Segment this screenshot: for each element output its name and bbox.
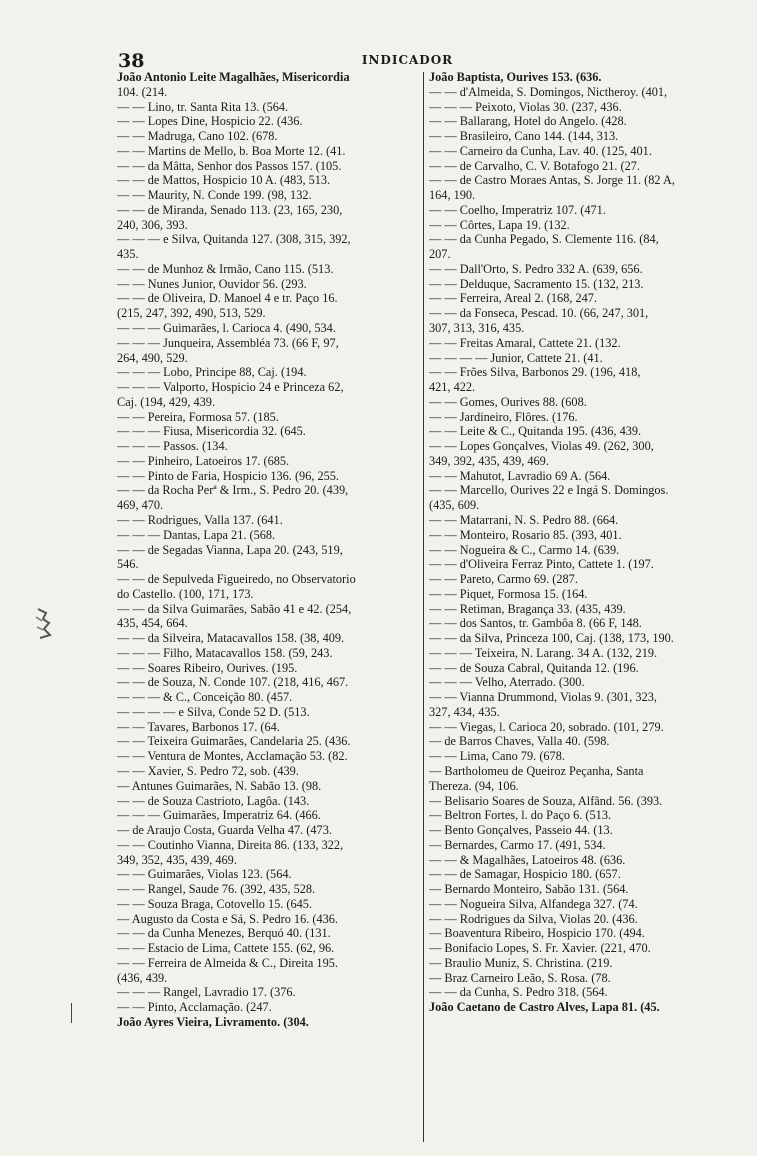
directory-entry-line: — — — Fiusa, Misericordia 32. (645. [117, 424, 306, 439]
directory-entry-line: — — — Guimarães, Imperatriz 64. (466. [117, 808, 321, 823]
directory-entry-line: — — Mahutot, Lavradio 69 A. (564. [429, 468, 611, 483]
directory-entry-line: — — Teixeira Guimarães, Candelaria 25. (436. [117, 734, 351, 749]
directory-entry-line: 421, 422. [429, 380, 476, 395]
directory-entry-line: — — Gomes, Ourives 88. (608. [429, 394, 587, 409]
directory-entry-line: — — — Guimarães, l. Carioca 4. (490, 534. [117, 321, 336, 336]
directory-entry-line: (435, 609. [429, 498, 480, 513]
directory-entry-line: — Bento Gonçalves, Passeio 44. (13. [429, 823, 613, 838]
directory-entry-line: (215, 247, 392, 490, 513, 529. [117, 306, 266, 321]
column-divider [423, 72, 424, 1142]
directory-entry-line: 264, 490, 529. [117, 350, 188, 365]
directory-entry-line: — Beltron Fortes, l. do Paço 6. (513. [429, 808, 612, 823]
directory-entry-line: 104. (214. [117, 84, 168, 99]
directory-entry-line: — — da Fonseca, Pescad. 10. (66, 247, 301, [429, 306, 649, 321]
directory-entry-line: — — — Peixoto, Violas 30. (237, 436. [429, 99, 622, 114]
directory-entry-line: — de Araujo Costa, Guarda Velha 47. (473. [117, 823, 332, 838]
directory-entry-line: 349, 392, 435, 439, 469. [429, 453, 549, 468]
directory-entry-line: — Belisario Soares de Souza, Alfând. 56. (393. [429, 793, 663, 808]
directory-entry-line: — — da Mâtta, Senhor dos Passos 157. (105. [117, 158, 342, 173]
directory-entry-line: — Boaventura Ribeiro, Hospicio 170. (494. [429, 926, 645, 941]
directory-entry-line: 469, 470. [117, 498, 164, 513]
directory-entry-line: — — & Magalhães, Latoeiros 48. (636. [429, 852, 626, 867]
directory-entry-line: — — — e Silva, Quitanda 127. (308, 315, 392, [117, 232, 351, 247]
directory-entry-line: — — Lopes Gonçalves, Violas 49. (262, 300, [429, 439, 654, 454]
directory-entry-line: — — Rangel, Saude 76. (392, 435, 528. [117, 882, 316, 897]
directory-entry-line: — — Guimarães, Violas 123. (564. [117, 867, 292, 882]
directory-entry-line: — — Nunes Junior, Ouvidor 56. (293. [117, 276, 307, 291]
directory-entry-line: — — — & C., Conceição 80. (457. [117, 690, 293, 705]
directory-entry-line: do Castello. (100, 171, 173. [117, 586, 254, 601]
directory-entry-line: João Ayres Vieira, Livramento. (304. [117, 1015, 309, 1029]
directory-entry-line: — — dos Santos, tr. Gambôa 8. (66 F, 148. [429, 616, 642, 631]
directory-entry-line: Caj. (194, 429, 439. [117, 394, 216, 409]
directory-entry-line: — — de Segadas Vianna, Lapa 20. (243, 519, [117, 542, 343, 557]
directory-entry-line: — — d'Oliveira Ferraz Pinto, Cattete 1. (197. [429, 557, 654, 572]
directory-entry-line: — — — Rangel, Lavradio 17. (376. [117, 985, 296, 1000]
directory-entry-line: — — — — e Silva, Conde 52 D. (513. [117, 704, 310, 719]
directory-entry-line: (436, 439. [117, 970, 168, 985]
directory-entry-line: — — Jardineiro, Flôres. (176. [429, 409, 578, 424]
directory-entry-line: — — Coelho, Imperatriz 107. (471. [429, 202, 606, 217]
directory-entry-line: — — Ballarang, Hotel do Angelo. (428. [429, 114, 627, 129]
directory-entry-line: João Antonio Leite Magalhães, Misericordia [117, 70, 350, 84]
directory-entry-line: — — de Samagar, Hospicio 180. (657. [429, 867, 621, 882]
directory-entry-line: 435, 454, 664. [117, 616, 188, 631]
directory-entry-line: — — de Miranda, Senado 113. (23, 165, 230, [117, 202, 343, 217]
directory-entry-line: — — Tavares, Barbonos 17. (64. [117, 719, 280, 734]
directory-entry-line: — — — Passos. (134. [117, 439, 228, 454]
directory-entry-line: — — Martins de Mello, b. Boa Morte 12. (41. [117, 143, 346, 158]
directory-entry-line: — — — Velho, Aterrado. (300. [429, 675, 585, 690]
directory-entry-line: — — Xavier, S. Pedro 72, sob. (439. [117, 763, 299, 778]
directory-entry-line: — — Dall'Orto, S. Pedro 332 A. (639, 656. [429, 261, 643, 276]
directory-entry-line: — — Nogueira Silva, Alfandega 327. (74. [429, 896, 638, 911]
directory-entry-line: — — — Dantas, Lapa 21. (568. [117, 527, 276, 542]
directory-entry-line: — — Rodrigues, Valla 137. (641. [117, 512, 283, 527]
left-column [117, 70, 415, 1145]
directory-entry-line: — — Freitas Amaral, Cattete 21. (132. [429, 335, 621, 350]
directory-entry-line: — — — Junqueira, Assembléa 73. (66 F, 97, [117, 335, 339, 350]
directory-entry-line: — — Ferreira de Almeida & C., Direita 195. [117, 955, 338, 970]
directory-entry-line: — — Pereira, Formosa 57. (185. [117, 409, 279, 424]
directory-entry-line: — — de Sepulveda Figueiredo, no Observatorio [117, 572, 356, 587]
directory-entry-line: — — Pinheiro, Latoeiros 17. (685. [117, 453, 290, 468]
directory-entry-line: — — de Munhoz & Irmão, Cano 115. (513. [117, 261, 334, 276]
directory-entry-line: — — Lopes Dine, Hospicio 22. (436. [117, 114, 303, 129]
directory-entry-line: — — Pinto, Acclamação. (247. [117, 1000, 272, 1015]
directory-entry-line: — — Ventura de Montes, Acclamação 53. (82. [117, 749, 348, 764]
directory-entry-line: — — Frões Silva, Barbonos 29. (196, 418, [429, 365, 641, 380]
directory-entry-line: — Bonifacio Lopes, S. Fr. Xavier. (221, 470. [429, 941, 651, 956]
directory-entry-line: — Braulio Muniz, S. Christina. (219. [429, 955, 613, 970]
page-number: 38 [118, 50, 145, 72]
directory-entry-line: 207. [429, 247, 451, 262]
directory-entry-line: — — da Cunha Menezes, Berquó 40. (131. [117, 926, 331, 941]
directory-entry-line: — — Lima, Cano 79. (678. [429, 749, 565, 764]
directory-entry-line: — — Ferreira, Areal 2. (168, 247. [429, 291, 598, 306]
directory-entry-line: — — de Souza, N. Conde 107. (218, 416, 467. [117, 675, 349, 690]
directory-entry-line: — — da Silveira, Matacavallos 158. (38, 409. [117, 631, 345, 646]
directory-entry-line: — — Coutinho Vianna, Direita 86. (133, 322, [117, 837, 344, 852]
directory-entry-line: — Bernardo Monteiro, Sabão 131. (564. [429, 882, 629, 897]
directory-entry-line: — — Retiman, Bragança 33. (435, 439. [429, 601, 626, 616]
directory-entry-line: — — Monteiro, Rosario 85. (393, 401. [429, 527, 622, 542]
directory-entry-line: — Augusto da Costa e Sá, S. Pedro 16. (436. [117, 911, 338, 926]
right-column [429, 70, 727, 1145]
page-header [118, 50, 697, 72]
directory-entry-line: — Antunes Guimarães, N. Sabão 13. (98. [117, 778, 322, 793]
directory-entry-line: — Braz Carneiro Leão, S. Rosa. (78. [429, 970, 611, 985]
directory-entry-line: — — Madruga, Cano 102. (678. [117, 129, 278, 144]
directory-entry-line: — — Pinto de Faria, Hospicio 136. (96, 255. [117, 468, 340, 483]
directory-entry-line: 546. [117, 557, 139, 572]
directory-entry-line: — Bernardes, Carmo 17. (491, 534. [429, 837, 606, 852]
directory-entry-line: — — da Cunha, S. Pedro 318. (564. [429, 985, 608, 1000]
margin-tick-mark [71, 1003, 72, 1023]
directory-entry-line: — — da Silva, Princeza 100, Caj. (138, 173, 190. [429, 631, 674, 646]
directory-entry-line: Thereza. (94, 106. [429, 778, 519, 793]
directory-entry-line: — — de Mattos, Hospicio 10 A. (483, 513. [117, 173, 331, 188]
directory-entry-line: 307, 313, 316, 435. [429, 321, 525, 336]
directory-entry-line: — — Côrtes, Lapa 19. (132. [429, 217, 570, 232]
directory-entry-line: — — — Filho, Matacavallos 158. (59, 243. [117, 645, 333, 660]
directory-entry-line: — — Pareto, Carmo 69. (287. [429, 572, 578, 587]
directory-entry-line: — — Leite & C., Quitanda 195. (436, 439. [429, 424, 642, 439]
directory-entry-line: — — Viegas, l. Carioca 20, sobrado. (101, 279. [429, 719, 664, 734]
directory-entry-line: — — de Souza Cabral, Quitanda 12. (196. [429, 660, 639, 675]
directory-entry-line: — — Brasileiro, Cano 144. (144, 313. [429, 129, 619, 144]
directory-entry-line: — — — Valporto, Hospicio 24 e Princeza 62, [117, 380, 344, 395]
directory-entry-line: 240, 306, 393. [117, 217, 188, 232]
directory-entry-line: — — — Lobo, Principe 88, Caj. (194. [117, 365, 307, 380]
directory-entry-line: 164, 190. [429, 188, 476, 203]
directory-entry-line: — — d'Almeida, S. Domingos, Nictheroy. (401, [429, 84, 668, 99]
directory-entry-line: — — Nogueira & C., Carmo 14. (639. [429, 542, 620, 557]
directory-entry-line: — — da Cunha Pegado, S. Clemente 116. (84, [429, 232, 659, 247]
directory-entry-line: — — Souza Braga, Cotovello 15. (645. [117, 896, 313, 911]
directory-entry-line: — — Carneiro da Cunha, Lav. 40. (125, 401. [429, 143, 652, 158]
directory-entry-line: — Bartholomeu de Queiroz Peçanha, Santa [429, 763, 644, 778]
directory-entry-line: 435. [117, 247, 139, 262]
directory-entry-line: — — de Oliveira, D. Manoel 4 e tr. Paço 16. [117, 291, 338, 306]
directory-entry-line: — — Rodrigues da Silva, Violas 20. (436. [429, 911, 638, 926]
directory-entry-line: — — — — Junior, Cattete 21. (41. [429, 350, 603, 365]
directory-entry-line: — — Vianna Drummond, Violas 9. (301, 323, [429, 690, 657, 705]
directory-entry-line: — — Piquet, Formosa 15. (164. [429, 586, 588, 601]
directory-entry-line: — — de Castro Moraes Antas, S. Jorge 11. (82 A, [429, 173, 675, 188]
directory-entry-line: — — Lino, tr. Santa Rita 13. (564. [117, 99, 289, 114]
directory-entry-line: — — de Souza Castrioto, Lagôa. (143. [117, 793, 310, 808]
directory-entry-line: — — — Teixeira, N. Larang. 34 A. (132, 219. [429, 645, 658, 660]
directory-entry-line: — — da Silva Guimarães, Sabão 41 e 42. (254, [117, 601, 352, 616]
directory-entry-line: — — Maurity, N. Conde 199. (98, 132. [117, 188, 312, 203]
margin-ink-mark [34, 605, 58, 641]
directory-entry-line: — — de Carvalho, C. V. Botafogo 21. (27. [429, 158, 640, 173]
directory-entry-line: João Caetano de Castro Alves, Lapa 81. (45. [429, 1000, 660, 1015]
directory-entry-line: — de Barros Chaves, Valla 40. (598. [429, 734, 610, 749]
directory-entry-line: 327, 434, 435. [429, 704, 500, 719]
running-head: INDICADOR [361, 53, 454, 67]
directory-entry-line: — — Estacio de Lima, Cattete 155. (62, 96. [117, 941, 335, 956]
directory-entry-line: — — Delduque, Sacramento 15. (132, 213. [429, 276, 644, 291]
directory-entry-line: João Baptista, Ourives 153. (636. [429, 70, 602, 84]
directory-entry-line: — — Soares Ribeiro, Ourives. (195. [117, 660, 298, 675]
directory-entry-line: — — da Rocha Perª & Irm., S. Pedro 20. (439, [117, 483, 349, 498]
directory-entry-line: — — Marcello, Ourives 22 e Ingá S. Domingos. [429, 483, 669, 498]
directory-entry-line: 349, 352, 435, 439, 469. [117, 852, 237, 867]
directory-entry-line: — — Matarrani, N. S. Pedro 88. (664. [429, 512, 619, 527]
